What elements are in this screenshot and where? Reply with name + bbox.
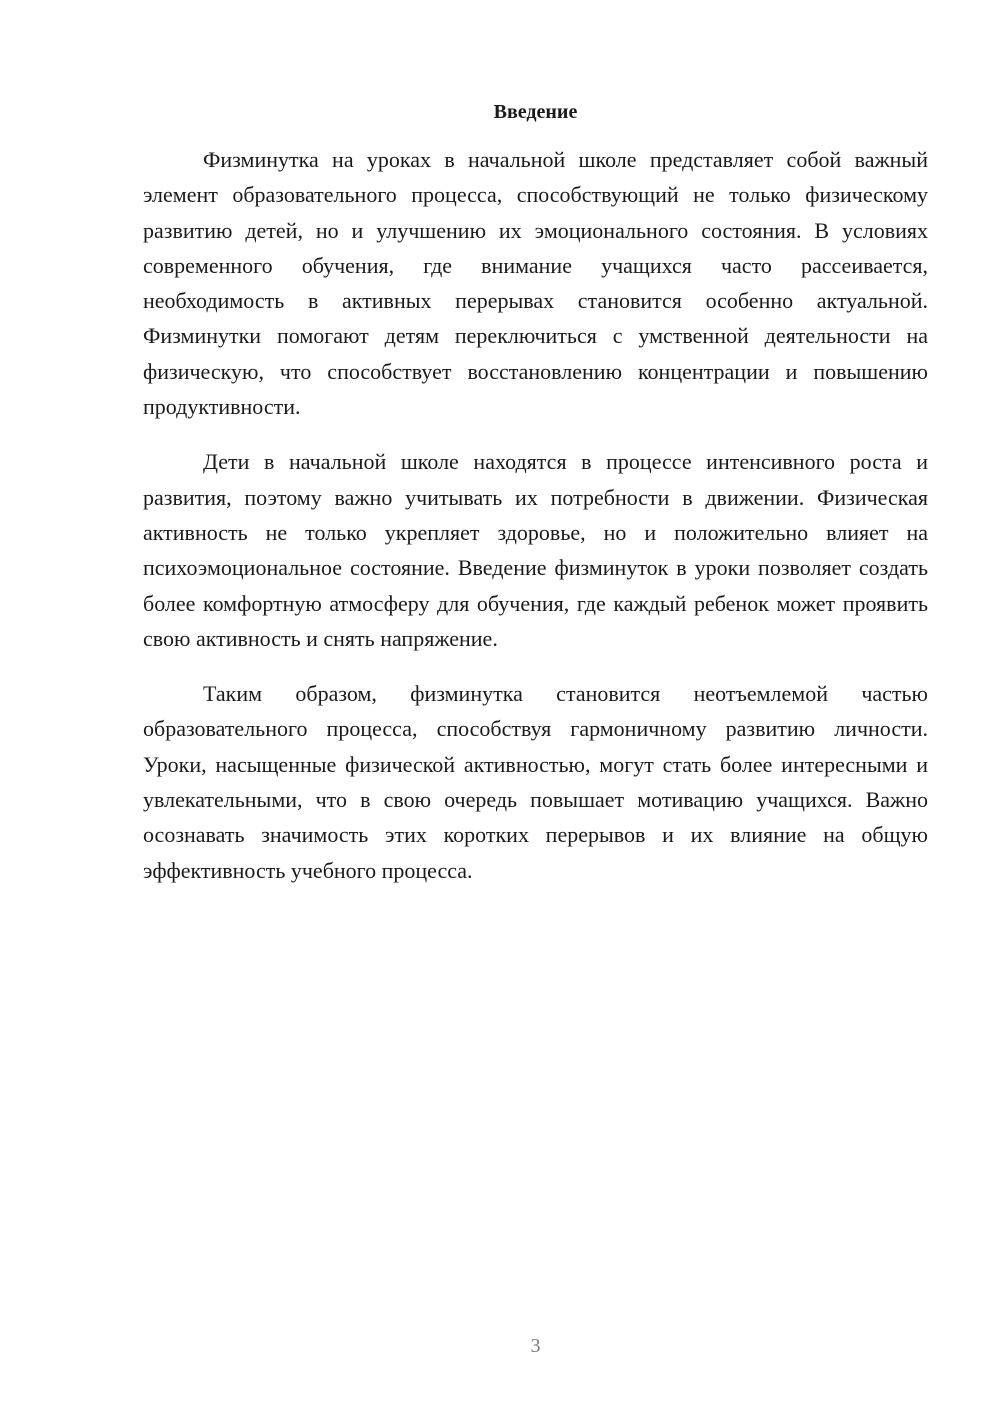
paragraph-2: Дети в начальной школе находятся в процессе интенсивного роста и развития, поэтому важно учитывать их потребности в движении. Физическая активность не только укрепляет здоровье, но и положительно влияет на психоэмоциональное состояние. Введение физминуток в уроки позволяет создать более комфортную атмосферу для обучения, где каждый ребенок может проявить свою активность и снять напряжение. — [143, 449, 928, 651]
body-text — [143, 142, 928, 888]
page-number: 3 — [530, 1335, 541, 1357]
paragraph-1: Физминутка на уроках в начальной школе представляет собой важный элемент образовательного процесса, способствующий не только физическому развитию детей, но и улучшению их эмоционального состояния. В условиях современного обучения, где внимание учащихся часто рассеивается, необходимость в активных перерывах становится особенно актуальной. Физминутки помогают детям переключиться с умственной деятельности на физическую, что способствует восстановлению концентрации и повышению продуктивности. — [143, 147, 928, 420]
section-heading: Введение — [493, 101, 578, 123]
paragraph-3: Таким образом, физминутка становится неотъемлемой частью образовательного процесса, способствуя гармоничному развитию личности. Уроки, насыщенные физической активностью, могут стать более интересными и увлекательными, что в свою очередь повышает мотивацию учащихся. Важно осознавать значимость этих коротких перерывов и их влияние на общую эффективность учебного процесса. — [143, 681, 928, 883]
